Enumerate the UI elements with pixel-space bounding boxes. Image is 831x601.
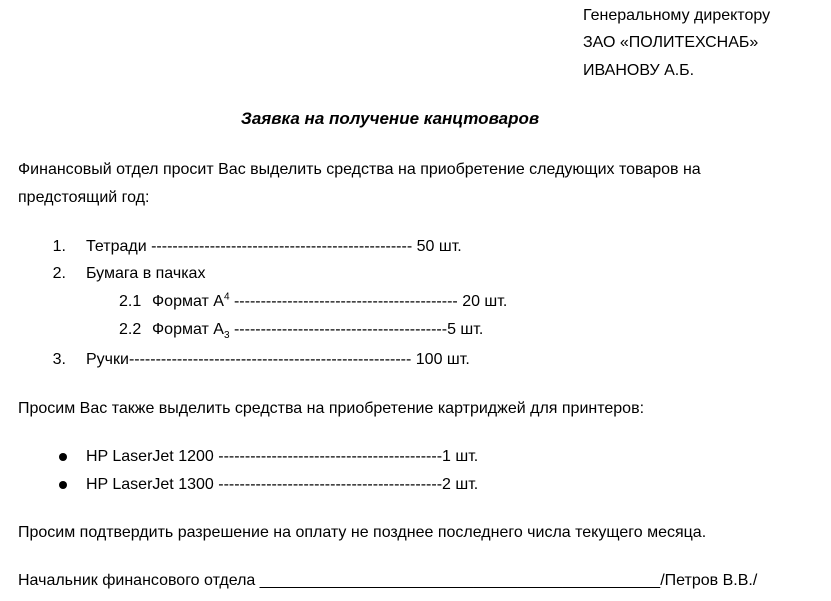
sub-item-text — [152, 320, 483, 340]
sub-item-number: 2.1 — [119, 293, 142, 310]
list-item-number: 2. — [52, 265, 66, 282]
signature-line — [18, 571, 757, 591]
intro-line-1: Финансовый отдел просит Вас выделить средства на приобретение следующих товаров на — [18, 161, 701, 178]
sub-item-suffix: ------------------------------------------ 20 шт. — [229, 293, 508, 310]
bullet-icon — [59, 453, 67, 461]
confirmation-text: Просим подтвердить разрешение на оплату не позднее последнего числа текущего месяца. — [18, 524, 707, 541]
addressee-line-3: ИВАНОВУ А.Б. — [583, 62, 695, 79]
list-item-text: Тетради ------------------------------------------------- 50 шт. — [86, 238, 462, 255]
addressee-line-2: ЗАО «ПОЛИТЕХСНАБ» — [583, 34, 759, 51]
signature-name: /Петров В.В./ — [660, 572, 758, 589]
sub-item-prefix: Формат А — [152, 293, 224, 310]
signature-blank: _____________________________________________ — [259, 572, 661, 589]
sub-item-prefix: Формат А — [152, 321, 224, 338]
superscript-mark: 4 — [223, 291, 230, 303]
sub-item-text — [152, 292, 507, 312]
intro-line-2: предстоящий год: — [18, 189, 150, 206]
list-item-number: 3. — [52, 351, 66, 368]
sub-item-number: 2.2 — [119, 321, 142, 338]
list-item-text: Бумага в пачках — [86, 265, 206, 282]
bullet-item-text: HP LaserJet 1200 ------------------------------------------1 шт. — [86, 448, 479, 465]
list-item-number: 1. — [52, 238, 66, 255]
bullet-icon — [59, 481, 67, 489]
bullet-item-text: HP LaserJet 1300 ------------------------------------------2 шт. — [86, 476, 479, 493]
document-title: Заявка на получение канцтоваров — [240, 109, 540, 128]
sub-item-suffix: ----------------------------------------5 шт. — [229, 321, 484, 338]
subscript-mark: 3 — [223, 330, 230, 342]
signature-label: Начальник финансового отдела — [18, 572, 256, 589]
addressee-line-1: Генеральному директору — [583, 7, 771, 24]
list-item-text: Ручки----------------------------------------------------- 100 шт. — [86, 351, 470, 368]
cartridge-request: Просим Вас также выделить средства на приобретение картриджей для принтеров: — [18, 400, 645, 417]
